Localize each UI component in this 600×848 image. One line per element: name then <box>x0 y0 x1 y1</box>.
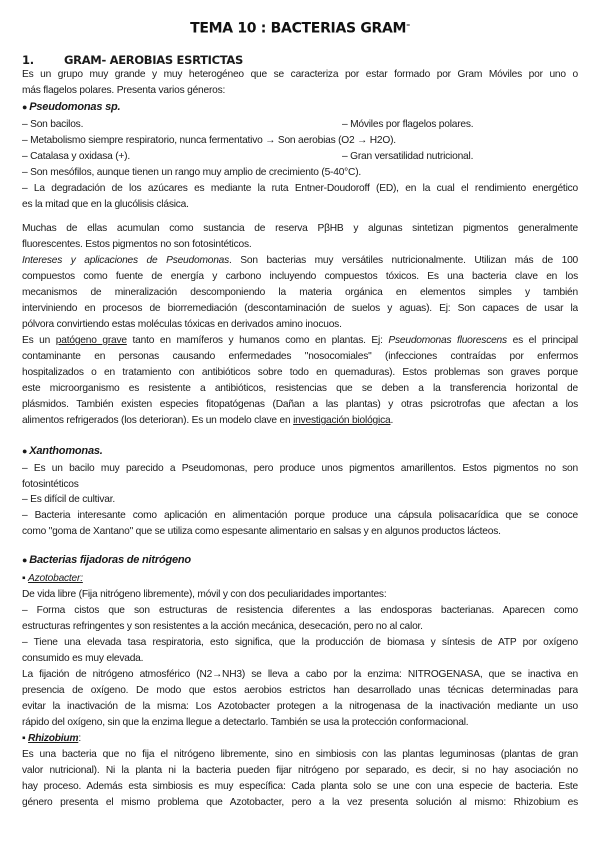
text: alimentos refrigerados (los deterioran). Es un modelo clave en <box>22 415 294 426</box>
paragraph-line: compuestos como fuente de energía y carbono incluyendo compuestos tóxicos. Es una bacteria clave en los <box>22 271 578 282</box>
paragraph-line: fluorescentes. Estos pigmentos no son fotosintéticos. <box>22 239 252 250</box>
list-item-text: – Catalasa y oxidasa (+). <box>22 151 130 162</box>
small-bullet-icon: ▪ <box>22 573 29 584</box>
rhizobium-subheading <box>22 731 578 746</box>
text: . <box>390 415 394 426</box>
paragraph-line: hospitalizados o en tratamiento con antibióticos sobre todo en quemaduras). Estos problemas son graves porque <box>22 367 578 378</box>
paragraph-line: – Forma cistos que son estructuras de resistencia diferentes a las endosporas bacterianas. Aparecen como <box>22 605 578 616</box>
list-item: – Metabolismo siempre respiratorio, nunca fermentativo → Son aerobias (O2 → H2O). <box>22 135 396 146</box>
section-number: 1. <box>22 53 34 67</box>
azotobacter-subheading <box>22 571 578 586</box>
list-item: – Bacteria interesante como aplicación en alimentación porque produce una cápsula polisacarídica que se conoce <box>22 510 578 521</box>
list-item-text: – Móviles por flagelos polares. <box>342 119 474 130</box>
paragraph-line: género presenta el mismo problema que Azotobacter, pero a la vez presenta solución al mismo: Rhizobium es <box>22 797 578 808</box>
paragraph-line: De vida libre (Fija nitrógeno libremente), móvil y con dos peculiaridades importantes: <box>22 589 387 600</box>
intro-line: más flagelos polares. Presenta varios géneros: <box>22 85 226 96</box>
bullet-icon: ● <box>22 555 28 565</box>
small-bullet-icon: ▪ <box>22 733 29 744</box>
paragraph-line: – Tiene una elevada tasa respiratoria, esto significa, que la producción de biomasa y síntesis de ATP por oxígeno <box>22 637 578 648</box>
paragraph-line: estructuras refringentes y son resistentes a la acción mecánica, desecación, pero no al calor. <box>22 621 423 632</box>
list-item: – Es un bacilo muy parecido a Pseudomonas, pero produce unos pigmentos amarillentos. Estos pigmentos no son <box>22 463 578 474</box>
colon: : <box>78 733 81 744</box>
xanthomonas-heading <box>22 444 578 459</box>
intro-line: Es un grupo muy grande y muy heterogéneo que se caracteriza por estar formado por Gram Móviles por uno o <box>22 69 578 80</box>
section-heading <box>22 53 243 67</box>
list-item <box>22 149 578 164</box>
paragraph-line: interviniendo en procesos de biorremediación (descontaminación de suelos y aguas). Ej: Son capaces de usar la <box>22 303 578 314</box>
text: es el principal <box>506 335 578 346</box>
species-name: Pseudomonas fluorescens <box>388 335 507 346</box>
paragraph-line: este microorganismo es resistente a antibióticos, resistencias que se deben a la transferencia horizontal de <box>22 383 578 394</box>
list-item: es la mitad que en la glucólisis clásica. <box>22 199 189 210</box>
list-item: fotosintéticos <box>22 479 79 490</box>
paragraph-line: Es una bacteria que no fija el nitrógeno libremente, sino en simbiosis con las plantas leguminosas (plantas de gran <box>22 749 578 760</box>
text: Es un <box>22 335 56 346</box>
paragraph-line: mecanismos de mineralización descomponiendo la materia orgánica en elementos simples y también <box>22 287 578 298</box>
list-item-text: – Gran versatilidad nutricional. <box>342 151 474 162</box>
paragraph-line <box>22 333 578 348</box>
heading-text: Xanthomonas. <box>29 445 103 457</box>
paragraph-line: presencia de oxígeno. De modo que estos aerobios estrictos han desarrollado unas técnicas determinadas para <box>22 685 578 696</box>
paragraph-line: rápido del oxígeno, sin que la enzima llegue a detectarlo. También se usa la protección conformacional. <box>22 717 469 728</box>
list-item: – Son mesófilos, aunque tienen un rango muy amplio de crecimiento (5-40°C). <box>22 167 362 178</box>
bullet-icon: ● <box>22 446 28 456</box>
paragraph-line: hay proceso. Además esta simbiosis es muy específica: Cada planta solo se une con una especie de bacteria. Este <box>22 781 578 792</box>
list-item: – Es difícil de cultivar. <box>22 494 115 505</box>
paragraph-line: pólvora convirtiendo estas moléculas tóxicas en derivados amino inocuos. <box>22 319 342 330</box>
heading-text: Pseudomonas sp. <box>29 101 121 113</box>
paragraph-line <box>22 253 578 268</box>
heading-text: Bacterias fijadoras de nitrógeno <box>29 554 191 566</box>
paragraph-line: plásmidos. También existen especies fitopatógenas (Dañan a las plantas) y otras psicrotrofas que afectan a los <box>22 399 578 410</box>
title-text: TEMA 10 : BACTERIAS GRAM <box>190 20 407 37</box>
text: tanto en mamíferos y humanos como en plantas. Ej: <box>126 335 389 346</box>
bullet-icon: ● <box>22 102 28 112</box>
document-title <box>0 20 600 37</box>
paragraph-line: La fijación de nitrógeno atmosférico (N2→NH3) se lleva a cabo por la enzima: NITROGENASA, que se inactiva en <box>22 669 578 680</box>
pseudomonas-heading <box>22 100 578 115</box>
list-item-text: – Son bacilos. <box>22 119 84 130</box>
underlined-text: patógeno grave <box>55 335 127 346</box>
paragraph-line <box>22 413 578 428</box>
section-title: GRAM- AEROBIAS ESRTICTAS <box>64 53 244 67</box>
list-item: – La degradación de los azúcares es mediante la ruta Entner-Doudoroff (ED), en la cual el rendimiento energético <box>22 183 578 194</box>
subheading-text: Rhizobium <box>28 733 79 744</box>
paragraph-line: valor nutricional). Ni la planta ni la bacteria pueden fijar nitrógeno por separado, es decir, si no hay asociación no <box>22 765 578 776</box>
paragraph-line: evitar la inactivación de la misma: Los Azotobacter protegen a la nitrogenasa de la inactivación mediante un uso <box>22 701 578 712</box>
paragraph-line: contaminante en personas causando enfermedades "nosocomiales" (infecciones contraídas por enfermos <box>22 351 578 362</box>
text: . Son bacterias muy versátiles nutricionalmente. Utilizan más de 100 <box>229 255 578 266</box>
subheading-text: Azotobacter: <box>28 573 83 584</box>
fijadoras-heading <box>22 553 578 568</box>
list-item: como "goma de Xantano" que se utiliza como espesante alimentario en salsas y en algunos productos lácteos. <box>22 526 501 537</box>
paragraph-line: Muchas de ellas acumulan como sustancia de reserva PβHB y algunas sintetizan pigmentos generalmente <box>22 223 578 234</box>
italic-label: Intereses y aplicaciones de Pseudomonas <box>22 255 230 266</box>
underlined-text: investigación biológica <box>293 415 391 426</box>
paragraph-line: consumido es muy elevada. <box>22 653 144 664</box>
title-superscript: – <box>406 20 410 29</box>
list-item <box>22 117 578 132</box>
